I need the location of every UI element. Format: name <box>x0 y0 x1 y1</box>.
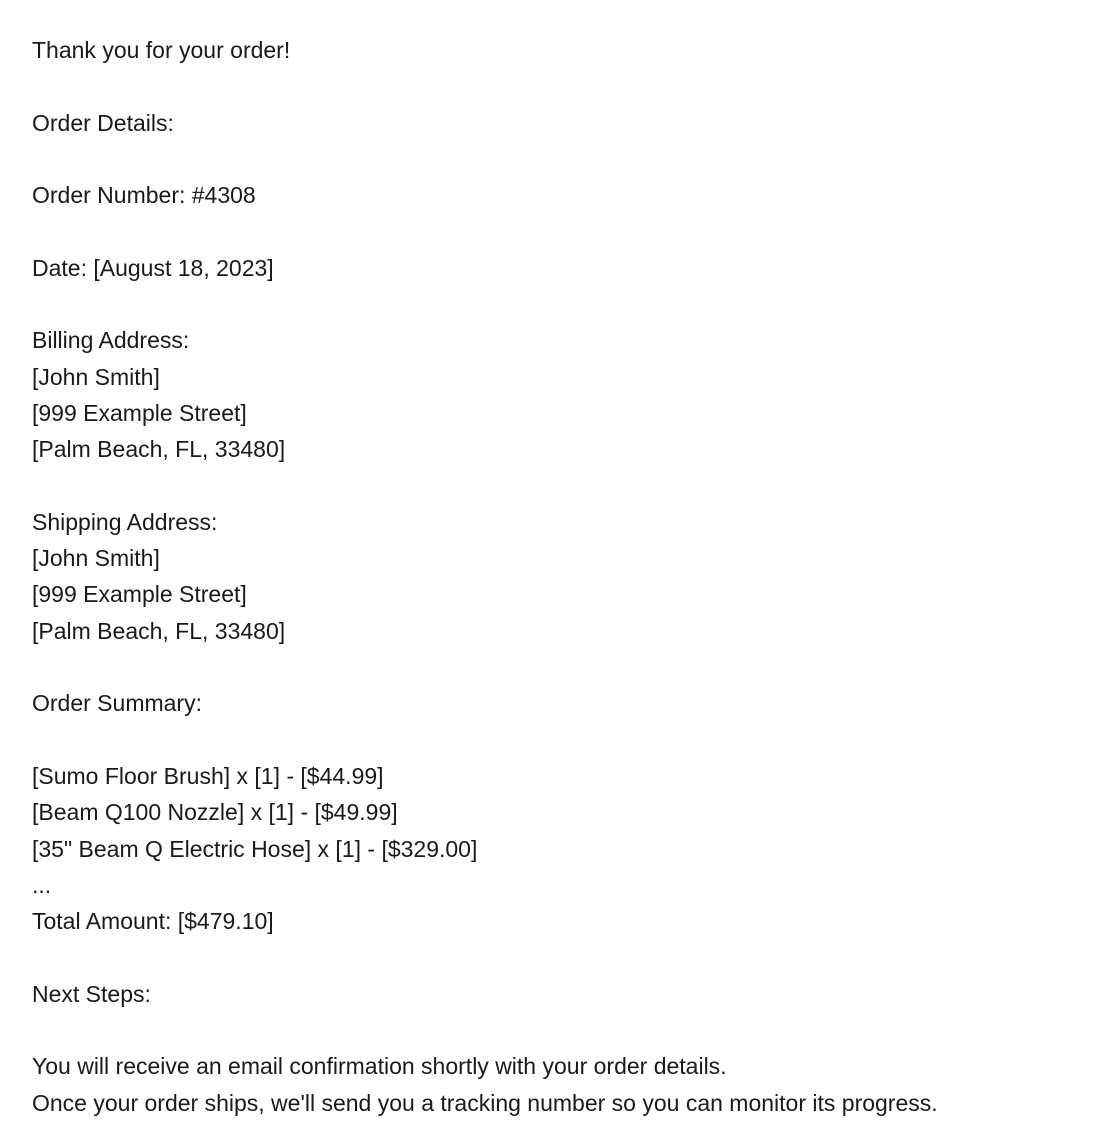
billing-name: [John Smith] <box>32 363 160 390</box>
spacer <box>32 649 1102 685</box>
billing-address-heading: Billing Address: <box>32 327 190 354</box>
next-step-line: Once your order ships, we'll send you a tracking number so you can monitor its progress. <box>32 1089 938 1116</box>
items-ellipsis: ... <box>32 871 52 898</box>
billing-city: [Palm Beach, FL, 33480] <box>32 436 286 463</box>
order-items-list <box>32 758 1102 903</box>
total-amount: Total Amount: [$479.10] <box>32 908 274 935</box>
next-step-line: You will receive an email confirmation shortly with your order details. <box>32 1053 727 1080</box>
order-summary-heading: Order Summary: <box>32 690 202 717</box>
spacer <box>32 286 1102 322</box>
spacer <box>32 1012 1102 1048</box>
spacer <box>32 468 1102 504</box>
spacer <box>32 722 1102 758</box>
next-steps-heading: Next Steps: <box>32 980 151 1007</box>
shipping-city: [Palm Beach, FL, 33480] <box>32 617 286 644</box>
spacer <box>32 68 1102 104</box>
order-number: Order Number: #4308 <box>32 182 256 209</box>
billing-street: [999 Example Street] <box>32 399 247 426</box>
order-details-heading: Order Details: <box>32 109 174 136</box>
order-date: Date: [August 18, 2023] <box>32 254 274 281</box>
shipping-name: [John Smith] <box>32 545 160 572</box>
order-confirmation-document <box>32 32 1102 1121</box>
shipping-address-heading: Shipping Address: <box>32 508 218 535</box>
spacer <box>32 939 1102 975</box>
spacer <box>32 213 1102 249</box>
greeting-text: Thank you for your order! <box>32 37 291 63</box>
list-item: [Sumo Floor Brush] x [1] - [$44.99] <box>32 762 384 789</box>
shipping-address-block <box>32 504 1102 649</box>
list-item: [Beam Q100 Nozzle] x [1] - [$49.99] <box>32 799 398 826</box>
list-item: [35" Beam Q Electric Hose] x [1] - [$329.00] <box>32 835 478 862</box>
shipping-street: [999 Example Street] <box>32 581 247 608</box>
billing-address-block <box>32 322 1102 467</box>
spacer <box>32 141 1102 177</box>
